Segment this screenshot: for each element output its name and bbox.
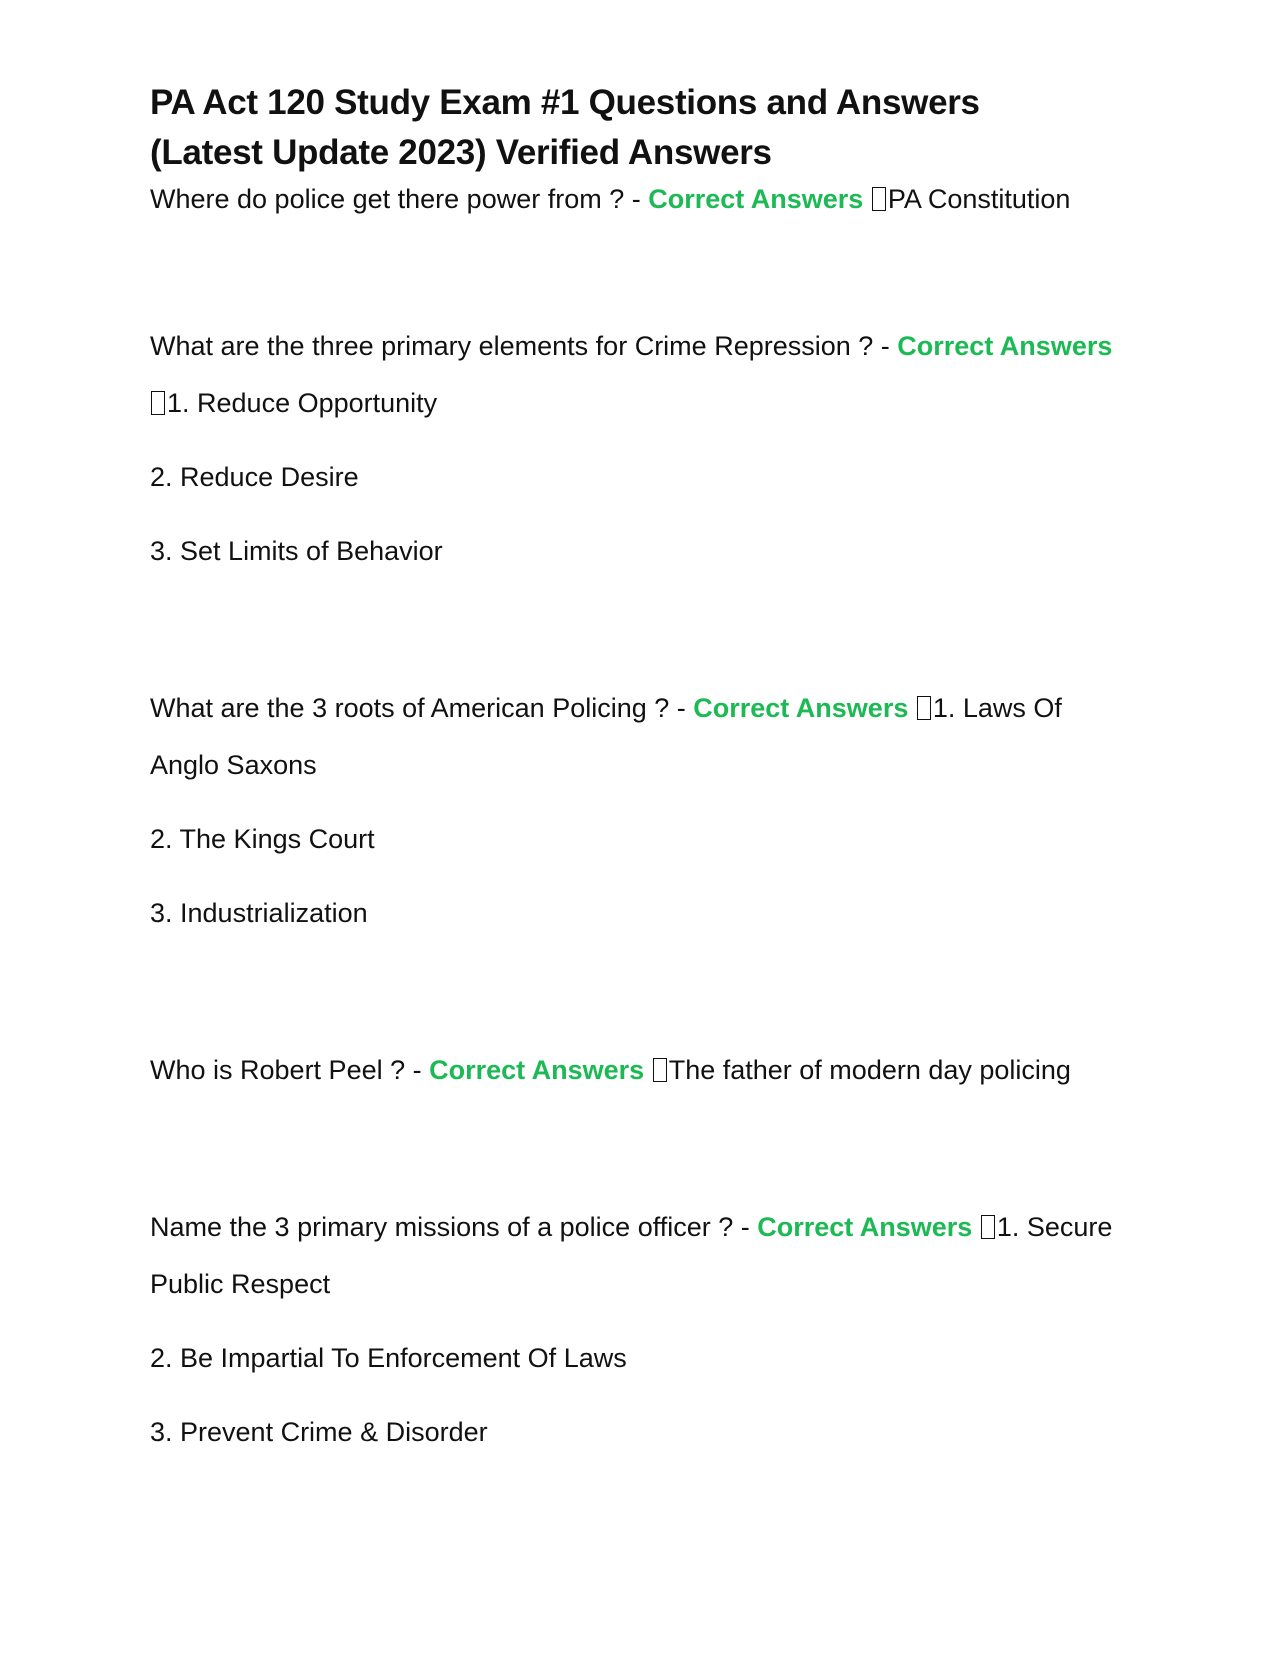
answer-text: 1. Reduce Opportunity bbox=[167, 388, 438, 418]
qa-block bbox=[150, 318, 1130, 580]
correct-answers-label: Correct Answers bbox=[757, 1212, 973, 1242]
document-page bbox=[150, 78, 1130, 1461]
spacer bbox=[150, 580, 1130, 680]
list-item: 2. Reduce Desire bbox=[150, 462, 359, 492]
box-glyph-icon bbox=[917, 696, 931, 720]
box-glyph-icon bbox=[151, 391, 165, 415]
question-paragraph bbox=[150, 318, 1130, 432]
spacer bbox=[150, 942, 1130, 1042]
answer-text: 1. Laws Of Anglo Saxons bbox=[150, 693, 1062, 780]
answer-text: The father of modern day policing bbox=[668, 1055, 1071, 1085]
box-glyph-icon bbox=[653, 1058, 667, 1082]
list-item: 3. Prevent Crime & Disorder bbox=[150, 1417, 488, 1447]
answer-text: 1. Secure Public Respect bbox=[150, 1212, 1113, 1299]
question-paragraph bbox=[150, 1042, 1130, 1099]
box-glyph-icon bbox=[981, 1215, 995, 1239]
list-item: 2. The Kings Court bbox=[150, 824, 375, 854]
correct-answers-label: Correct Answers bbox=[897, 331, 1113, 361]
spacer bbox=[150, 220, 1130, 318]
list-item: 2. Be Impartial To Enforcement Of Laws bbox=[150, 1343, 627, 1373]
question-text: What are the three primary elements for Crime Repression ? - bbox=[150, 331, 898, 361]
question-text: Who is Robert Peel ? - bbox=[150, 1055, 430, 1085]
qa-block bbox=[150, 1199, 1130, 1461]
correct-answers-label: Correct Answers bbox=[693, 693, 909, 723]
spacer bbox=[150, 1099, 1130, 1199]
question-paragraph bbox=[150, 178, 1130, 220]
question-text: Where do police get there power from ? - bbox=[150, 184, 649, 214]
question-text: Name the 3 primary missions of a police officer ? - bbox=[150, 1212, 758, 1242]
answer-text: PA Constitution bbox=[887, 184, 1071, 214]
qa-block bbox=[150, 1042, 1130, 1099]
document-title bbox=[150, 78, 1130, 178]
list-item: 3. Set Limits of Behavior bbox=[150, 536, 443, 566]
qa-block bbox=[150, 178, 1130, 220]
question-paragraph bbox=[150, 1199, 1130, 1313]
question-paragraph bbox=[150, 680, 1130, 794]
list-item: 3. Industrialization bbox=[150, 898, 368, 928]
question-text: What are the 3 roots of American Policing ? - bbox=[150, 693, 694, 723]
document-title-line-2: (Latest Update 2023) Verified Answers bbox=[150, 133, 772, 172]
document-title-line-1: PA Act 120 Study Exam #1 Questions and Answers bbox=[150, 83, 980, 122]
box-glyph-icon bbox=[872, 187, 886, 211]
correct-answers-label: Correct Answers bbox=[429, 1055, 645, 1085]
correct-answers-label: Correct Answers bbox=[648, 184, 864, 214]
qa-block bbox=[150, 680, 1130, 942]
